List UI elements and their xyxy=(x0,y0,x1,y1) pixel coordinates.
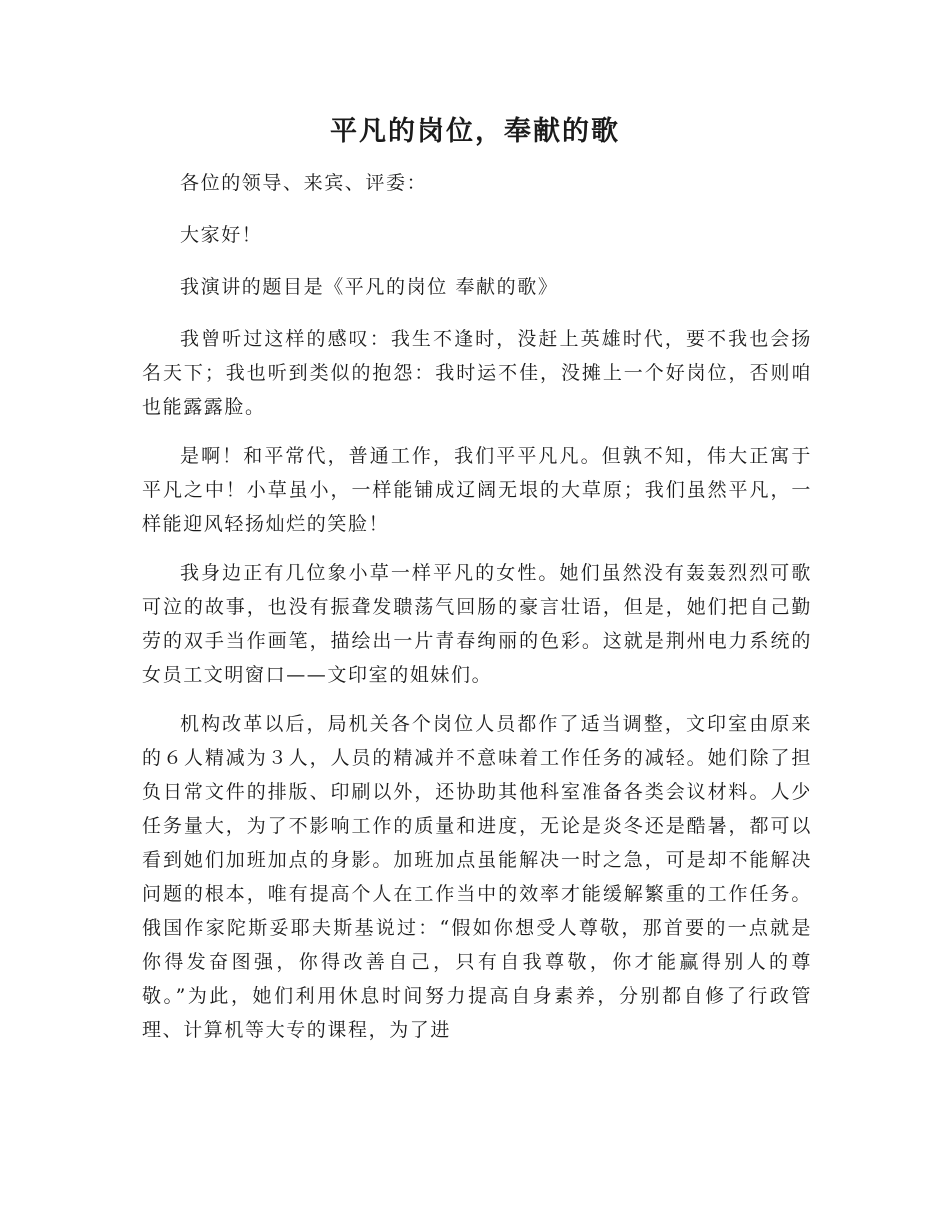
salutation-paragraph: 大家好！ xyxy=(180,224,263,246)
topic-paragraph: 我演讲的题目是《平凡的岗位 奉献的歌》 xyxy=(180,276,559,298)
body-paragraph: 是啊！和平常代，普通工作，我们平平凡凡。但孰不知，伟大正寓于平凡之中！小草虽小，一样能铺成辽阔无垠的大草原；我们虽然平凡，一样能迎风轻扬灿烂的笑脸！ xyxy=(142,445,812,535)
body-paragraph: 我身边正有几位象小草一样平凡的女性。她们虽然没有轰轰烈烈可歌可泣的故事，也没有振聋发聩荡气回肠的豪言壮语，但是，她们把自己勤劳的双手当作画笔，描绘出一片青春绚丽的色彩。这就是荆州电力系统的女员工文明窗口——文印室的姐妹们。 xyxy=(142,562,812,686)
document-body xyxy=(142,166,812,1062)
document-title: 平凡的岗位，奉献的歌 xyxy=(330,116,620,147)
greeting-paragraph: 各位的领导、来宾、评委： xyxy=(180,172,428,194)
body-paragraph: 我曾听过这样的感叹：我生不逢时，没赶上英雄时代，要不我也会扬名天下；我也听到类似的抱怨：我时运不佳，没摊上一个好岗位，否则咱也能露露脸。 xyxy=(142,328,812,418)
body-paragraph: 机构改革以后，局机关各个岗位人员都作了适当调整，文印室由原来的６人精减为３人，人员的精减并不意味着工作任务的减轻。她们除了担负日常文件的排版、印刷以外，还协助其他科室准备各类会议材料。人少任务量大，为了不影响工作的质量和进度，无论是炎冬还是酷暑，都可以看到她们加班加点的身影。加班加点虽能解决一时之急，可是却不能解决问题的根本，唯有提高个人在工作当中的效率才能缓解繁重的工作任务。俄国作家陀斯妥耶夫斯基说过：“假如你想受人尊敬，那首要的一点就是你得发奋图强，你得改善自己，只有自我尊敬，你才能赢得别人的尊敬。”为此，她们利用休息时间努力提高自身素养，分别都自修了行政管理、计算机等大专的课程，为了进 xyxy=(142,713,812,1041)
